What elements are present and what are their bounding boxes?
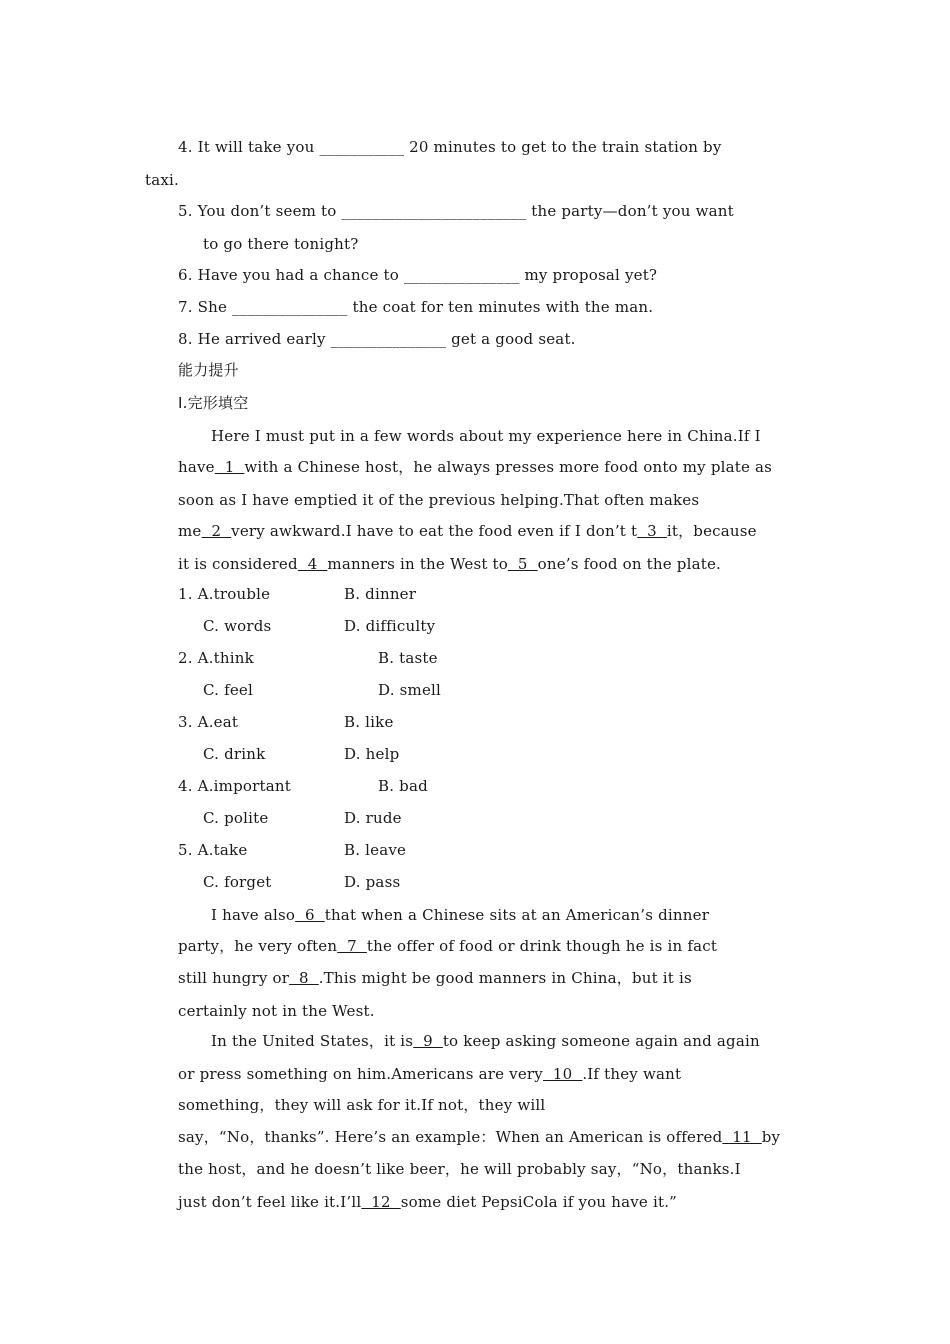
option-4a: 4. A.important xyxy=(178,777,291,795)
blank-2: 2 xyxy=(201,522,232,540)
passage2-line2: party，he very often 7 the offer of food or drink though he is in fact xyxy=(178,937,718,955)
option-1b: B. dinner xyxy=(344,585,417,603)
blank-4: 4 xyxy=(297,555,328,573)
blank-12: 12 xyxy=(361,1193,401,1211)
blank-1: 1 xyxy=(214,458,245,476)
exercise-5-line1: 5. You don’t seem to ________________________ the party—don’t you want xyxy=(178,202,734,220)
option-3a: 3. A.eat xyxy=(178,713,239,731)
blank-10: 10 xyxy=(542,1065,583,1083)
blank-11: 11 xyxy=(722,1128,762,1146)
passage1-line2: have 1 with a Chinese host，he always presses more food onto my plate as xyxy=(178,458,773,476)
option-2d: D. smell xyxy=(378,681,442,699)
option-1c: C. words xyxy=(203,617,272,635)
exercise-6: 6. Have you had a chance to _______________ my proposal yet? xyxy=(178,266,658,284)
exercise-8: 8. He arrived early _______________ get a good seat. xyxy=(178,330,576,348)
passage1-line3: soon as I have emptied it of the previous helping.That often makes xyxy=(178,491,700,509)
passage1-line4: me 2 very awkward.I have to eat the food even if I don’t t 3 it，because xyxy=(178,522,757,540)
option-4c: C. polite xyxy=(203,809,269,827)
passage3-line1: In the United States，it is 9 to keep asking someone again and again xyxy=(211,1032,760,1050)
option-1d: D. difficulty xyxy=(344,617,436,635)
option-3c: C. drink xyxy=(203,745,266,763)
option-2b: B. taste xyxy=(378,649,438,667)
passage3-line4: say，“No，thanks”. Here’s an example：When an American is offered 11 by xyxy=(178,1128,781,1146)
passage1-line1: Here I must put in a few words about my experience here in China.If I xyxy=(211,427,761,445)
passage1-line5: it is considered 4 manners in the West to 5 one’s food on the plate. xyxy=(178,555,722,573)
option-5d: D. pass xyxy=(344,873,401,891)
passage3-line3: something，they will ask for it.If not，they will xyxy=(178,1096,546,1114)
passage2-line3: still hungry or 8 .This might be good manners in China，but it is xyxy=(178,969,692,987)
subsection-title: Ⅰ.完形填空 xyxy=(178,394,249,412)
blank-5: 5 xyxy=(508,555,538,573)
passage3-line5: the host，and he doesn’t like beer，he will probably say，“No，thanks.I xyxy=(178,1160,741,1178)
blank-6: 6 xyxy=(295,906,325,924)
option-2c: C. feel xyxy=(203,681,253,699)
passage2-line1: I have also 6 that when a Chinese sits at an American’s dinner xyxy=(211,906,710,924)
exercise-4-line2: taxi. xyxy=(145,171,179,189)
option-5b: B. leave xyxy=(344,841,407,859)
option-1a: 1. A.trouble xyxy=(178,585,271,603)
section-title: 能力提升 xyxy=(178,361,239,379)
option-2a: 2. A.think xyxy=(178,649,254,667)
blank-9: 9 xyxy=(413,1032,443,1050)
blank-7: 7 xyxy=(337,937,367,955)
exercise-5-line2: to go there tonight? xyxy=(203,235,359,253)
option-4b: B. bad xyxy=(378,777,428,795)
option-5c: C. forget xyxy=(203,873,272,891)
option-3d: D. help xyxy=(344,745,400,763)
exercise-4-line1: 4. It will take you ___________ 20 minutes to get to the train station by xyxy=(178,138,722,156)
exercise-7: 7. She _______________ the coat for ten minutes with the man. xyxy=(178,298,654,316)
blank-3: 3 xyxy=(637,522,667,540)
passage3-line6: just don’t feel like it.I’ll 12 some diet PepsiCola if you have it.” xyxy=(178,1193,678,1211)
passage2-line4: certainly not in the West. xyxy=(178,1002,375,1020)
option-5a: 5. A.take xyxy=(178,841,248,859)
option-4d: D. rude xyxy=(344,809,402,827)
option-3b: B. like xyxy=(344,713,394,731)
passage3-line2: or press something on him.Americans are very 10 .If they want xyxy=(178,1065,682,1083)
blank-8: 8 xyxy=(289,969,319,987)
